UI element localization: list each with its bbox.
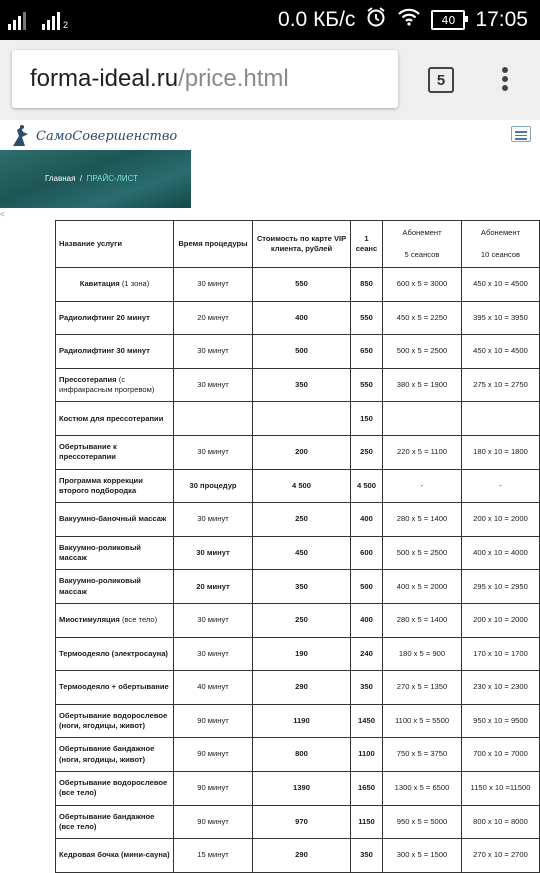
network-speed: 0.0 КБ/с bbox=[278, 8, 356, 31]
cell-time: 30 минут bbox=[174, 637, 253, 671]
table-row bbox=[56, 368, 540, 402]
page-banner bbox=[0, 150, 191, 208]
cell-single: 150 bbox=[351, 402, 383, 436]
table-row bbox=[56, 771, 540, 805]
table-row bbox=[56, 402, 540, 436]
cell-time bbox=[174, 402, 253, 436]
cell-name bbox=[56, 603, 174, 637]
service-name: Вакуумно-роликовый массаж bbox=[59, 542, 141, 563]
cell-single: 1100 bbox=[351, 738, 383, 772]
header-sub10-top: Абонемент bbox=[480, 227, 521, 237]
header-sub5 bbox=[383, 221, 462, 268]
cell-vip: 500 bbox=[253, 335, 351, 369]
cell-time: 30 минут bbox=[174, 435, 253, 469]
table-row bbox=[56, 738, 540, 772]
table-row bbox=[56, 805, 540, 839]
cell-name bbox=[56, 671, 174, 705]
cell-single: 400 bbox=[351, 603, 383, 637]
cell-single: 500 bbox=[351, 570, 383, 604]
cell-single: 550 bbox=[351, 368, 383, 402]
cell-time: 30 минут bbox=[174, 368, 253, 402]
hamburger-menu-button[interactable] bbox=[511, 126, 531, 142]
cell-single: 1150 bbox=[351, 805, 383, 839]
breadcrumb-home-link[interactable]: Главная bbox=[45, 174, 76, 183]
site-logo[interactable] bbox=[10, 122, 177, 150]
cell-single: 600 bbox=[351, 536, 383, 570]
signal-sim2-icon bbox=[42, 10, 68, 30]
cell-sub10: 1150 х 10 =11500 bbox=[462, 771, 540, 805]
cell-time: 90 минут bbox=[174, 738, 253, 772]
cell-sub5: 220 х 5 = 1100 bbox=[383, 435, 462, 469]
cell-vip: 350 bbox=[253, 570, 351, 604]
cell-name bbox=[56, 268, 174, 302]
wifi-icon bbox=[397, 7, 421, 33]
table-row bbox=[56, 704, 540, 738]
cell-name bbox=[56, 771, 174, 805]
service-name: Термоодеяло (электросауна) bbox=[59, 648, 168, 658]
cell-time: 30 минут bbox=[174, 268, 253, 302]
cell-sub5: 400 х 5 = 2000 bbox=[383, 570, 462, 604]
battery-level: 40 bbox=[441, 13, 456, 27]
cell-sub5: 180 х 5 = 900 bbox=[383, 637, 462, 671]
cell-name bbox=[56, 738, 174, 772]
table-row bbox=[56, 301, 540, 335]
service-name: Вакуумно-роликовый массаж bbox=[59, 576, 141, 596]
logo-text: СамоСовершенство bbox=[36, 128, 178, 144]
cell-name bbox=[56, 402, 174, 436]
cell-vip: 290 bbox=[253, 839, 351, 873]
cell-time: 30 минут bbox=[174, 503, 253, 537]
cell-name bbox=[56, 704, 174, 738]
logo-figure-icon bbox=[10, 124, 32, 148]
cell-sub10: 200 х 10 = 2000 bbox=[462, 603, 540, 637]
cell-single: 250 bbox=[351, 435, 383, 469]
service-name: Вакуумно-баночный массаж bbox=[59, 514, 167, 524]
cell-sub10: - bbox=[462, 469, 540, 503]
table-row bbox=[56, 268, 540, 302]
cell-vip bbox=[253, 402, 351, 436]
cell-sub10: 400 х 10 = 4000 bbox=[462, 536, 540, 570]
table-row bbox=[56, 839, 540, 873]
url-path: /price.html bbox=[178, 65, 289, 92]
service-name: Прессотерапия bbox=[59, 374, 117, 384]
cell-sub5: 500 х 5 = 2500 bbox=[383, 536, 462, 570]
cell-sub10: 200 х 10 = 2000 bbox=[462, 503, 540, 537]
header-sub10-bottom: 10 сеансов bbox=[480, 250, 521, 259]
cell-name bbox=[56, 368, 174, 402]
table-row bbox=[56, 637, 540, 671]
cell-vip: 550 bbox=[253, 268, 351, 302]
cell-sub5: 600 х 5 = 3000 bbox=[383, 268, 462, 302]
cell-sub5: 280 х 5 = 1400 bbox=[383, 503, 462, 537]
header-name: Название услуги bbox=[56, 221, 174, 268]
cell-name bbox=[56, 503, 174, 537]
cell-sub10: 170 х 10 = 1700 bbox=[462, 637, 540, 671]
cell-single: 550 bbox=[351, 301, 383, 335]
cell-vip: 450 bbox=[253, 536, 351, 570]
service-name: Радиолифтинг 20 минут bbox=[59, 312, 150, 322]
breadcrumb-separator: / bbox=[79, 174, 83, 183]
cell-single: 350 bbox=[351, 839, 383, 873]
tab-switcher-button[interactable] bbox=[428, 67, 454, 93]
cell-sub10: 450 х 10 = 4500 bbox=[462, 335, 540, 369]
cell-vip: 800 bbox=[253, 738, 351, 772]
cell-name bbox=[56, 301, 174, 335]
header-sub5-top: Абонемент bbox=[402, 227, 442, 237]
url-domain: forma-ideal.ru bbox=[30, 65, 179, 92]
table-row bbox=[56, 503, 540, 537]
cell-single: 350 bbox=[351, 671, 383, 705]
cell-sub5: 950 х 5 = 5000 bbox=[383, 805, 462, 839]
table-header-row bbox=[56, 221, 540, 268]
breadcrumb bbox=[45, 174, 138, 183]
cell-vip: 250 bbox=[253, 603, 351, 637]
cell-sub10: 275 х 10 = 2750 bbox=[462, 368, 540, 402]
table-row bbox=[56, 335, 540, 369]
service-note: (1 зона) bbox=[121, 279, 150, 289]
cell-sub10: 180 х 10 = 1800 bbox=[462, 435, 540, 469]
cell-sub5 bbox=[383, 402, 462, 436]
cell-sub5: 450 х 5 = 2250 bbox=[383, 301, 462, 335]
table-row bbox=[56, 603, 540, 637]
cell-sub10: 800 х 10 = 8000 bbox=[462, 805, 540, 839]
cell-time: 20 минут bbox=[174, 301, 253, 335]
cell-sub5: - bbox=[383, 469, 462, 503]
cell-sub5: 300 х 5 = 1500 bbox=[383, 839, 462, 873]
sim2-label: 2 bbox=[63, 20, 69, 30]
cell-name bbox=[56, 435, 174, 469]
service-name: Обертывание к прессотерапии bbox=[59, 442, 117, 462]
cell-name bbox=[56, 805, 174, 839]
cell-vip: 400 bbox=[253, 301, 351, 335]
table-row bbox=[56, 435, 540, 469]
cell-name bbox=[56, 335, 174, 369]
cell-sub10: 270 х 10 = 2700 bbox=[462, 839, 540, 873]
table-row bbox=[56, 570, 540, 604]
service-name: Кедровая бочка (мини-сауна) bbox=[59, 850, 170, 860]
cell-sub10: 295 х 10 = 2950 bbox=[462, 570, 540, 604]
cell-sub5: 280 х 5 = 1400 bbox=[383, 603, 462, 637]
browser-toolbar bbox=[0, 40, 540, 120]
cell-sub10 bbox=[462, 402, 540, 436]
cell-sub10: 950 х 10 = 9500 bbox=[462, 704, 540, 738]
cell-sub5: 1100 х 5 = 5500 bbox=[383, 704, 462, 738]
header-vip: Стоимость по карте VIP клиента, рублей bbox=[253, 221, 351, 268]
table-row bbox=[56, 469, 540, 503]
table-row bbox=[56, 536, 540, 570]
service-name: Миостимуляция bbox=[59, 615, 120, 625]
cell-time: 40 минут bbox=[174, 671, 253, 705]
service-note: (с инфракрасным прогревом) bbox=[59, 374, 155, 395]
cell-sub5: 380 х 5 = 1900 bbox=[383, 368, 462, 402]
header-sub10 bbox=[462, 221, 540, 268]
service-name: Обертывание водорослевое (ноги, ягодицы, живот) bbox=[59, 710, 168, 731]
service-name: Костюм для прессотерапии bbox=[59, 413, 164, 423]
cell-vip: 200 bbox=[253, 435, 351, 469]
cell-time: 90 минут bbox=[174, 771, 253, 805]
header-time: Время процедуры bbox=[174, 221, 253, 268]
table-row bbox=[56, 671, 540, 705]
cell-vip: 190 bbox=[253, 637, 351, 671]
cell-single: 1650 bbox=[351, 771, 383, 805]
service-note: (все тело) bbox=[121, 615, 158, 625]
battery-icon bbox=[431, 10, 465, 30]
cell-time: 90 минут bbox=[174, 805, 253, 839]
tab-count: 5 bbox=[436, 71, 446, 89]
cell-time: 90 минут bbox=[174, 704, 253, 738]
cell-time: 15 минут bbox=[174, 839, 253, 873]
cell-single: 240 bbox=[351, 637, 383, 671]
cell-vip: 290 bbox=[253, 671, 351, 705]
cell-time: 30 минут bbox=[174, 335, 253, 369]
cell-name bbox=[56, 637, 174, 671]
service-name: Программа коррекции второго подбородка bbox=[59, 475, 143, 495]
cell-sub10: 450 х 10 = 4500 bbox=[462, 268, 540, 302]
cell-time: 30 минут bbox=[174, 603, 253, 637]
service-name: Радиолифтинг 30 минут bbox=[59, 346, 150, 356]
cell-vip: 250 bbox=[253, 503, 351, 537]
cell-name bbox=[56, 570, 174, 604]
cell-sub5: 1300 х 5 = 6500 bbox=[383, 771, 462, 805]
cell-sub10: 395 х 10 = 3950 bbox=[462, 301, 540, 335]
cell-name bbox=[56, 839, 174, 873]
cell-sub10: 700 х 10 = 7000 bbox=[462, 738, 540, 772]
service-name: Обертывание бандажное (все тело) bbox=[59, 811, 155, 831]
cell-vip: 970 bbox=[253, 805, 351, 839]
cell-single: 4 500 bbox=[351, 469, 383, 503]
cell-time: 20 минут bbox=[174, 570, 253, 604]
cell-vip: 1390 bbox=[253, 771, 351, 805]
clock: 17:05 bbox=[475, 8, 528, 31]
signal-sim1-icon bbox=[8, 10, 26, 30]
cell-name bbox=[56, 469, 174, 503]
side-arrow-mark: < bbox=[0, 210, 5, 219]
cell-sub5: 270 х 5 = 1350 bbox=[383, 671, 462, 705]
status-bar bbox=[0, 0, 540, 40]
service-name: Кавитация bbox=[79, 279, 120, 289]
header-sub5-bottom: 5 сеансов bbox=[404, 250, 440, 259]
header-single: 1 сеанс bbox=[351, 221, 383, 268]
alarm-icon bbox=[365, 6, 387, 34]
service-name: Обертывание бандажное (ноги, ягодицы, живот) bbox=[59, 744, 155, 764]
cell-single: 1450 bbox=[351, 704, 383, 738]
cell-single: 400 bbox=[351, 503, 383, 537]
cell-sub5: 750 х 5 = 3750 bbox=[383, 738, 462, 772]
cell-time: 30 процедур bbox=[174, 469, 253, 503]
cell-vip: 4 500 bbox=[253, 469, 351, 503]
overflow-menu-icon[interactable] bbox=[500, 67, 510, 97]
breadcrumb-current: ПРАЙС-ЛИСТ bbox=[86, 174, 139, 183]
service-name: Термоодеяло + обертывание bbox=[59, 682, 169, 692]
price-table bbox=[55, 220, 540, 873]
service-name: Обертывание водорослевое (все тело) bbox=[59, 777, 168, 798]
cell-single: 850 bbox=[351, 268, 383, 302]
cell-sub5: 500 х 5 = 2500 bbox=[383, 335, 462, 369]
cell-sub10: 230 х 10 = 2300 bbox=[462, 671, 540, 705]
cell-vip: 350 bbox=[253, 368, 351, 402]
cell-single: 650 bbox=[351, 335, 383, 369]
cell-vip: 1190 bbox=[253, 704, 351, 738]
address-bar[interactable] bbox=[12, 50, 398, 108]
cell-name bbox=[56, 536, 174, 570]
cell-time: 30 минут bbox=[174, 536, 253, 570]
